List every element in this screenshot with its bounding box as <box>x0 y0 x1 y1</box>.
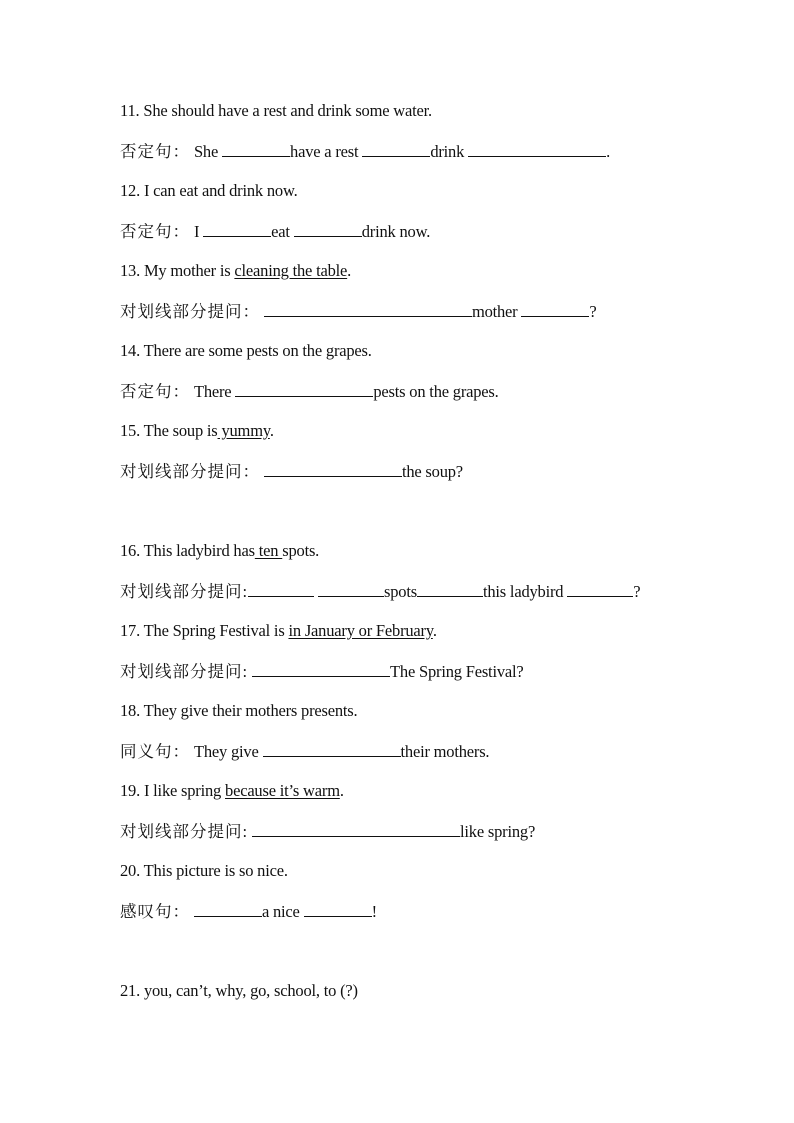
label-ask-underlined: 对划线部分提问: <box>120 582 249 601</box>
answer-line-20: 感叹句： a nice ! <box>120 902 377 921</box>
answer-line-13: 对划线部分提问： mother ? <box>120 302 597 321</box>
underlined-part: in January or February <box>288 621 433 640</box>
answer-line-18: 同义句： They give their mothers. <box>120 742 490 761</box>
answer-blank[interactable] <box>521 301 589 317</box>
answer-blank[interactable] <box>222 141 290 157</box>
label-negative: 否定句： <box>120 382 190 401</box>
answer-line-14: 否定句： There pests on the grapes. <box>120 382 499 401</box>
answer-blank[interactable] <box>264 461 402 477</box>
question-15: 15. The soup is yummy. <box>120 421 274 440</box>
answer-blank[interactable] <box>252 661 390 677</box>
label-synonym: 同义句： <box>120 742 190 761</box>
label-negative: 否定句： <box>120 142 190 161</box>
answer-blank[interactable] <box>304 901 372 917</box>
label-ask-underlined: 对划线部分提问： <box>120 302 260 321</box>
question-18: 18. They give their mothers presents. <box>120 701 358 720</box>
answer-blank[interactable] <box>203 221 271 237</box>
question-11: 11. She should have a rest and drink some water. <box>120 101 432 120</box>
answer-line-19: 对划线部分提问: like spring? <box>120 822 536 841</box>
question-16: 16. This ladybird has ten spots. <box>120 541 320 560</box>
answer-blank[interactable] <box>318 581 384 597</box>
label-exclamatory: 感叹句： <box>120 902 190 921</box>
answer-blank[interactable] <box>235 381 373 397</box>
label-ask-underlined: 对划线部分提问: <box>120 822 249 841</box>
answer-blank[interactable] <box>252 821 460 837</box>
answer-line-12: 否定句： I eat drink now. <box>120 222 431 241</box>
label-ask-underlined: 对划线部分提问: <box>120 662 249 681</box>
label-negative: 否定句： <box>120 222 190 241</box>
question-13: 13. My mother is cleaning the table. <box>120 261 352 280</box>
answer-blank[interactable] <box>362 141 430 157</box>
question-17: 17. The Spring Festival is in January or February. <box>120 621 437 640</box>
answer-blank[interactable] <box>417 581 483 597</box>
question-20: 20. This picture is so nice. <box>120 861 288 880</box>
answer-blank[interactable] <box>248 581 314 597</box>
answer-blank[interactable] <box>468 141 606 157</box>
underlined-part: ten <box>254 541 283 560</box>
question-12: 12. I can eat and drink now. <box>120 181 298 200</box>
answer-blank[interactable] <box>567 581 633 597</box>
underlined-part: cleaning the table <box>234 261 348 280</box>
answer-blank[interactable] <box>294 221 362 237</box>
answer-blank[interactable] <box>263 741 401 757</box>
answer-blank[interactable] <box>194 901 262 917</box>
answer-line-15: 对划线部分提问： the soup? <box>120 462 463 481</box>
question-19: 19. I like spring because it’s warm. <box>120 781 344 800</box>
underlined-part: yummy <box>217 421 270 440</box>
answer-line-16: 对划线部分提问: spots this ladybird ? <box>120 582 641 601</box>
answer-line-11: 否定句： She have a rest drink . <box>120 142 611 161</box>
question-14: 14. There are some pests on the grapes. <box>120 341 372 360</box>
answer-line-17: 对划线部分提问: The Spring Festival? <box>120 662 524 681</box>
answer-blank[interactable] <box>264 301 472 317</box>
label-ask-underlined: 对划线部分提问： <box>120 462 260 481</box>
question-21: 21. you, can’t, why, go, school, to (?) <box>120 981 358 1000</box>
underlined-part: because it’s warm <box>225 781 340 800</box>
